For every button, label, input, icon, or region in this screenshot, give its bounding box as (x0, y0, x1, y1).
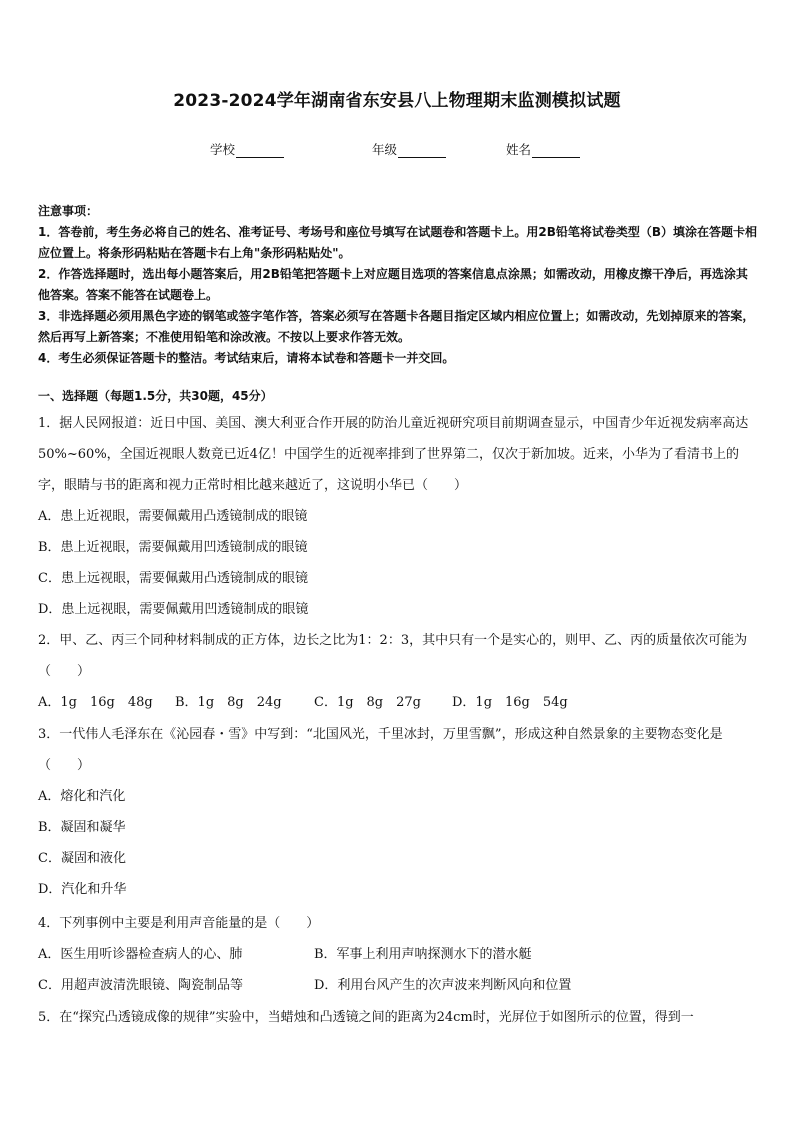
notice-heading: 注意事项： (38, 204, 99, 218)
option-d: D．患上远视眼，需要佩戴用凹透镜制成的眼镜 (38, 602, 309, 617)
school-field (210, 140, 284, 158)
name-blank (532, 145, 580, 158)
options-row (38, 687, 760, 718)
option-d: D．利用台风产生的次声波来判断风向和位置 (314, 978, 572, 993)
options-row (38, 939, 760, 970)
question-1 (38, 408, 760, 625)
question-2 (38, 625, 760, 718)
question-stem: 1．据人民网报道：近日中国、美国、澳大利亚合作开展的防治儿童近视研究项目前期调查显示，中国青少年近视发病率高达50%~60%，全国近视眼人数竟已近4亿！中国学生的近视率排到了世界第二，仅次于新加坡。近来，小华为了看清书上的字，眼睛与书的距离和视力正常时相比越来越近了，这说明小华已（ ） (38, 416, 749, 493)
option-a: A．1g 16g 48g (38, 695, 153, 710)
question-stem: 4．下列事例中主要是利用声音能量的是（ ） (38, 916, 320, 931)
option-a: A．患上近视眼，需要佩戴用凸透镜制成的眼镜 (38, 509, 308, 524)
option-c: C．凝固和液化 (38, 851, 126, 866)
option-d: D．1g 16g 54g (452, 695, 568, 710)
option-c: C．用超声波清洗眼镜、陶瓷制品等 (38, 978, 243, 993)
question-3 (38, 719, 760, 905)
notice-block (38, 201, 758, 369)
grade-blank (398, 145, 446, 158)
option-b: B．军事上利用声呐探测水下的潜水艇 (314, 947, 532, 962)
option-a: A．熔化和汽化 (38, 789, 126, 804)
name-field (506, 140, 580, 158)
question-stem: 5．在“探究凸透镜成像的规律”实验中，当蜡烛和凸透镜之间的距离为24cm时，光屏位于如图所示的位置，得到一 (38, 1010, 694, 1025)
school-label: 学校 (210, 142, 236, 157)
name-label: 姓名 (506, 142, 532, 157)
option-b: B．患上近视眼，需要佩戴用凹透镜制成的眼镜 (38, 540, 308, 555)
question-5 (38, 1002, 760, 1033)
option-b: B．1g 8g 24g (175, 695, 282, 710)
school-blank (236, 145, 284, 158)
notice-item: 4．考生必须保证答题卡的整洁。考试结束后，请将本试卷和答题卡一并交回。 (38, 351, 455, 365)
grade-field (372, 140, 446, 158)
notice-item: 1．答卷前，考生务必将自己的姓名、准考证号、考场号和座位号填写在试题卷和答题卡上。用2B铅笔将试卷类型（B）填涂在答题卡相应位置上。将条形码粘贴在答题卡右上角"条形码粘贴处"。 (38, 225, 757, 260)
option-c: C．患上远视眼，需要佩戴用凸透镜制成的眼镜 (38, 571, 308, 586)
question-4 (38, 908, 760, 1001)
option-b: B．凝固和凝华 (38, 820, 126, 835)
section-heading: 一、选择题（每题1.5分，共30题，45分） (38, 389, 273, 403)
option-d: D．汽化和升华 (38, 882, 127, 897)
option-c: C．1g 8g 27g (314, 695, 421, 710)
question-stem: 3．一代伟人毛泽东在《沁园春・雪》中写到：“北国风光，千里冰封，万里雪飘”，形成这种自然景象的主要物态变化是（ ） (38, 727, 723, 773)
options-row (38, 970, 760, 1001)
page-title: 2023-2024学年湖南省东安县八上物理期末监测模拟试题 (173, 91, 621, 111)
option-a: A．医生用听诊器检查病人的心、肺 (38, 947, 243, 962)
notice-item: 2．作答选择题时，选出每小题答案后，用2B铅笔把答题卡上对应题目选项的答案信息点涂黑；如需改动，用橡皮擦干净后，再选涂其他答案。答案不能答在试题卷上。 (38, 267, 748, 302)
grade-label: 年级 (372, 142, 398, 157)
section-heading-wrap (38, 386, 758, 407)
question-stem: 2．甲、乙、丙三个同种材料制成的正方体，边长之比为1：2：3，其中只有一个是实心的，则甲、乙、丙的质量依次可能为（ ） (38, 633, 748, 679)
notice-item: 3．非选择题必须用黑色字迹的钢笔或签字笔作答，答案必须写在答题卡各题目指定区域内相应位置上；如需改动，先划掉原来的答案，然后再写上新答案；不准使用铅笔和涂改液。不按以上要求作答无效。 (38, 309, 755, 344)
